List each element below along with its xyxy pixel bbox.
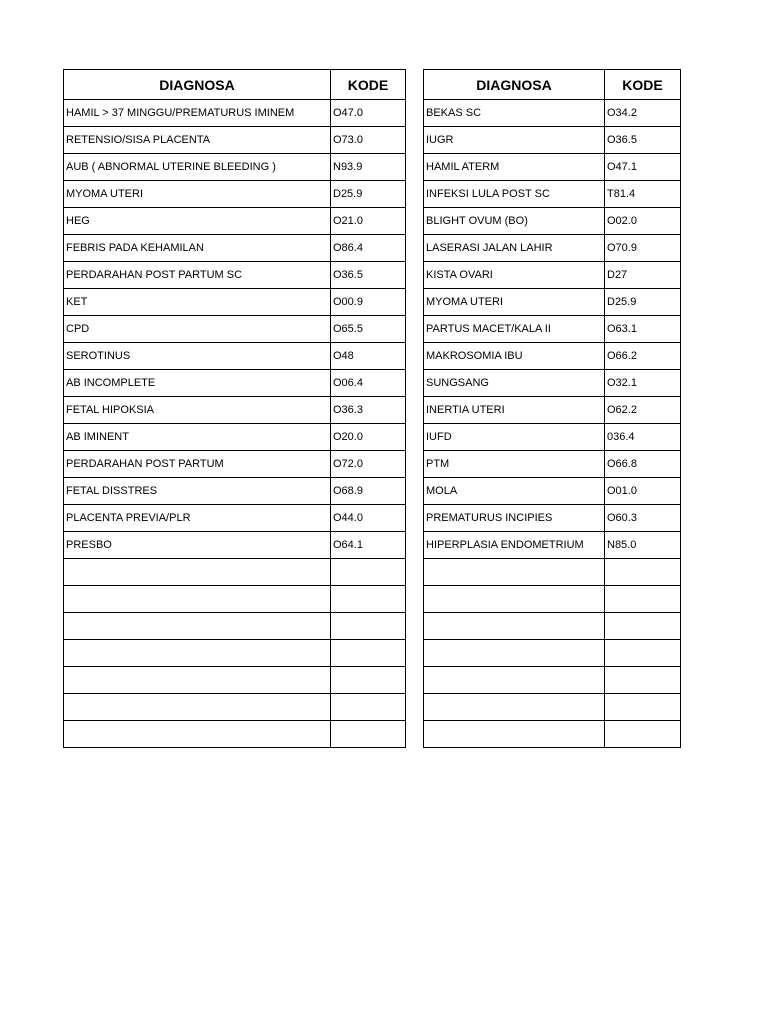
diagnosa-cell — [424, 694, 605, 721]
diagnosa-cell: KET — [64, 289, 331, 316]
kode-cell: D25.9 — [331, 181, 406, 208]
table-row — [424, 181, 681, 208]
kode-cell — [331, 640, 406, 667]
kode-cell: O44.0 — [331, 505, 406, 532]
kode-cell: O47.0 — [331, 100, 406, 127]
table-row — [64, 451, 406, 478]
diagnosa-cell: AB INCOMPLETE — [64, 370, 331, 397]
table-row — [424, 127, 681, 154]
kode-cell: O20.0 — [331, 424, 406, 451]
table-row — [64, 181, 406, 208]
diagnosa-cell — [424, 640, 605, 667]
diagnosa-cell — [424, 721, 605, 748]
kode-cell — [605, 559, 681, 586]
kode-cell: N85.0 — [605, 532, 681, 559]
diagnosa-cell: LASERASI JALAN LAHIR — [424, 235, 605, 262]
diagnosa-cell — [64, 721, 331, 748]
table-row — [424, 559, 681, 586]
kode-cell: O06.4 — [331, 370, 406, 397]
table-row — [424, 397, 681, 424]
diagnosa-cell: IUGR — [424, 127, 605, 154]
table-row — [64, 505, 406, 532]
diagnosa-cell — [424, 613, 605, 640]
table-row — [424, 235, 681, 262]
kode-cell: O48 — [331, 343, 406, 370]
kode-cell: O02.0 — [605, 208, 681, 235]
kode-cell: N93.9 — [331, 154, 406, 181]
diagnosa-cell: SUNGSANG — [424, 370, 605, 397]
kode-cell: O32.1 — [605, 370, 681, 397]
diagnosa-header: DIAGNOSA — [64, 70, 331, 100]
table-row — [64, 694, 406, 721]
kode-cell: D25.9 — [605, 289, 681, 316]
diagnosa-cell: FEBRIS PADA KEHAMILAN — [64, 235, 331, 262]
diagnosa-cell: PERDARAHAN POST PARTUM SC — [64, 262, 331, 289]
table-row — [424, 370, 681, 397]
diagnosa-cell: FETAL DISSTRES — [64, 478, 331, 505]
kode-cell: O68.9 — [331, 478, 406, 505]
table-row — [424, 694, 681, 721]
diagnosa-cell: HIPERPLASIA ENDOMETRIUM — [424, 532, 605, 559]
diagnosa-header: DIAGNOSA — [424, 70, 605, 100]
diagnosa-cell: HEG — [64, 208, 331, 235]
kode-cell: O64.1 — [331, 532, 406, 559]
kode-cell — [605, 586, 681, 613]
kode-cell: O36.3 — [331, 397, 406, 424]
table-row — [64, 208, 406, 235]
kode-cell: O86.4 — [331, 235, 406, 262]
diagnosa-cell: CPD — [64, 316, 331, 343]
kode-cell: D27 — [605, 262, 681, 289]
table-row — [64, 667, 406, 694]
diagnosa-cell — [64, 667, 331, 694]
diagnosa-cell — [64, 559, 331, 586]
table-row — [424, 586, 681, 613]
kode-cell — [605, 721, 681, 748]
kode-cell — [605, 640, 681, 667]
diagnosa-cell — [64, 613, 331, 640]
table-row — [64, 640, 406, 667]
diagnosa-cell: RETENSIO/SISA PLACENTA — [64, 127, 331, 154]
diagnosa-cell — [64, 586, 331, 613]
table-row — [64, 721, 406, 748]
table-row — [64, 424, 406, 451]
diagnosa-cell: PTM — [424, 451, 605, 478]
diagnosa-cell: HAMIL > 37 MINGGU/PREMATURUS IMINEM — [64, 100, 331, 127]
table-row — [424, 451, 681, 478]
kode-cell: O63.1 — [605, 316, 681, 343]
table-row — [64, 613, 406, 640]
kode-cell: O01.0 — [605, 478, 681, 505]
table-row — [424, 613, 681, 640]
table-row — [424, 478, 681, 505]
kode-cell — [605, 694, 681, 721]
diagnosa-cell: MOLA — [424, 478, 605, 505]
table-row — [64, 559, 406, 586]
kode-cell: O34.2 — [605, 100, 681, 127]
kode-cell: O73.0 — [331, 127, 406, 154]
table-row — [424, 640, 681, 667]
diagnosa-cell: PERDARAHAN POST PARTUM — [64, 451, 331, 478]
diagnosa-cell: INFEKSI LULA POST SC — [424, 181, 605, 208]
kode-cell: O21.0 — [331, 208, 406, 235]
diagnosa-cell: BLIGHT OVUM (BO) — [424, 208, 605, 235]
kode-cell: 036.4 — [605, 424, 681, 451]
diagnosa-cell: BEKAS SC — [424, 100, 605, 127]
diagnosa-cell: PLACENTA PREVIA/PLR — [64, 505, 331, 532]
table-row — [424, 721, 681, 748]
kode-cell — [331, 721, 406, 748]
table-row — [424, 316, 681, 343]
diagnosa-cell: MAKROSOMIA IBU — [424, 343, 605, 370]
diagnosa-cell: MYOMA UTERI — [424, 289, 605, 316]
table-row — [64, 343, 406, 370]
kode-cell — [331, 613, 406, 640]
kode-cell: O65.5 — [331, 316, 406, 343]
table-row — [424, 343, 681, 370]
table-row — [64, 478, 406, 505]
kode-cell — [331, 694, 406, 721]
diagnosa-cell: HAMIL ATERM — [424, 154, 605, 181]
table-row — [64, 316, 406, 343]
table-row — [64, 262, 406, 289]
kode-cell — [605, 613, 681, 640]
kode-cell: O66.8 — [605, 451, 681, 478]
table-row — [424, 100, 681, 127]
table-row — [64, 235, 406, 262]
kode-cell: O47.1 — [605, 154, 681, 181]
header-row — [64, 70, 406, 100]
table-row — [424, 289, 681, 316]
diagnosa-cell — [64, 640, 331, 667]
table-row — [64, 154, 406, 181]
diagnosis-table-left — [63, 69, 406, 748]
diagnosa-cell: FETAL HIPOKSIA — [64, 397, 331, 424]
table-body — [64, 100, 406, 748]
diagnosa-cell: PRESBO — [64, 532, 331, 559]
kode-cell: O66.2 — [605, 343, 681, 370]
table-row — [64, 532, 406, 559]
diagnosa-cell: INERTIA UTERI — [424, 397, 605, 424]
kode-cell: O60.3 — [605, 505, 681, 532]
table-row — [424, 262, 681, 289]
table-row — [424, 505, 681, 532]
diagnosa-cell: SEROTINUS — [64, 343, 331, 370]
diagnosa-cell: KISTA OVARI — [424, 262, 605, 289]
kode-header: KODE — [331, 70, 406, 100]
kode-cell: O00.9 — [331, 289, 406, 316]
diagnosa-cell: AB IMINENT — [64, 424, 331, 451]
diagnosa-cell: PREMATURUS INCIPIES — [424, 505, 605, 532]
kode-cell: O70.9 — [605, 235, 681, 262]
diagnosa-cell: AUB ( ABNORMAL UTERINE BLEEDING ) — [64, 154, 331, 181]
kode-cell — [605, 667, 681, 694]
kode-cell: O62.2 — [605, 397, 681, 424]
kode-cell: O36.5 — [605, 127, 681, 154]
diagnosa-cell: PARTUS MACET/KALA II — [424, 316, 605, 343]
diagnosis-table-right — [423, 69, 681, 748]
header-row — [424, 70, 681, 100]
table-row — [64, 100, 406, 127]
diagnosa-cell — [424, 667, 605, 694]
kode-cell: T81.4 — [605, 181, 681, 208]
table-row — [64, 586, 406, 613]
table-row — [64, 370, 406, 397]
table-body — [424, 100, 681, 748]
diagnosa-cell — [424, 586, 605, 613]
kode-cell: O36.5 — [331, 262, 406, 289]
diagnosa-cell: IUFD — [424, 424, 605, 451]
table-row — [424, 154, 681, 181]
kode-cell — [331, 586, 406, 613]
kode-cell — [331, 559, 406, 586]
diagnosa-cell — [424, 559, 605, 586]
table-row — [424, 424, 681, 451]
diagnosa-cell: MYOMA UTERI — [64, 181, 331, 208]
table-row — [64, 289, 406, 316]
table-row — [424, 208, 681, 235]
table-row — [424, 532, 681, 559]
kode-header: KODE — [605, 70, 681, 100]
table-row — [64, 397, 406, 424]
kode-cell — [331, 667, 406, 694]
kode-cell: O72.0 — [331, 451, 406, 478]
table-row — [424, 667, 681, 694]
table-row — [64, 127, 406, 154]
diagnosa-cell — [64, 694, 331, 721]
